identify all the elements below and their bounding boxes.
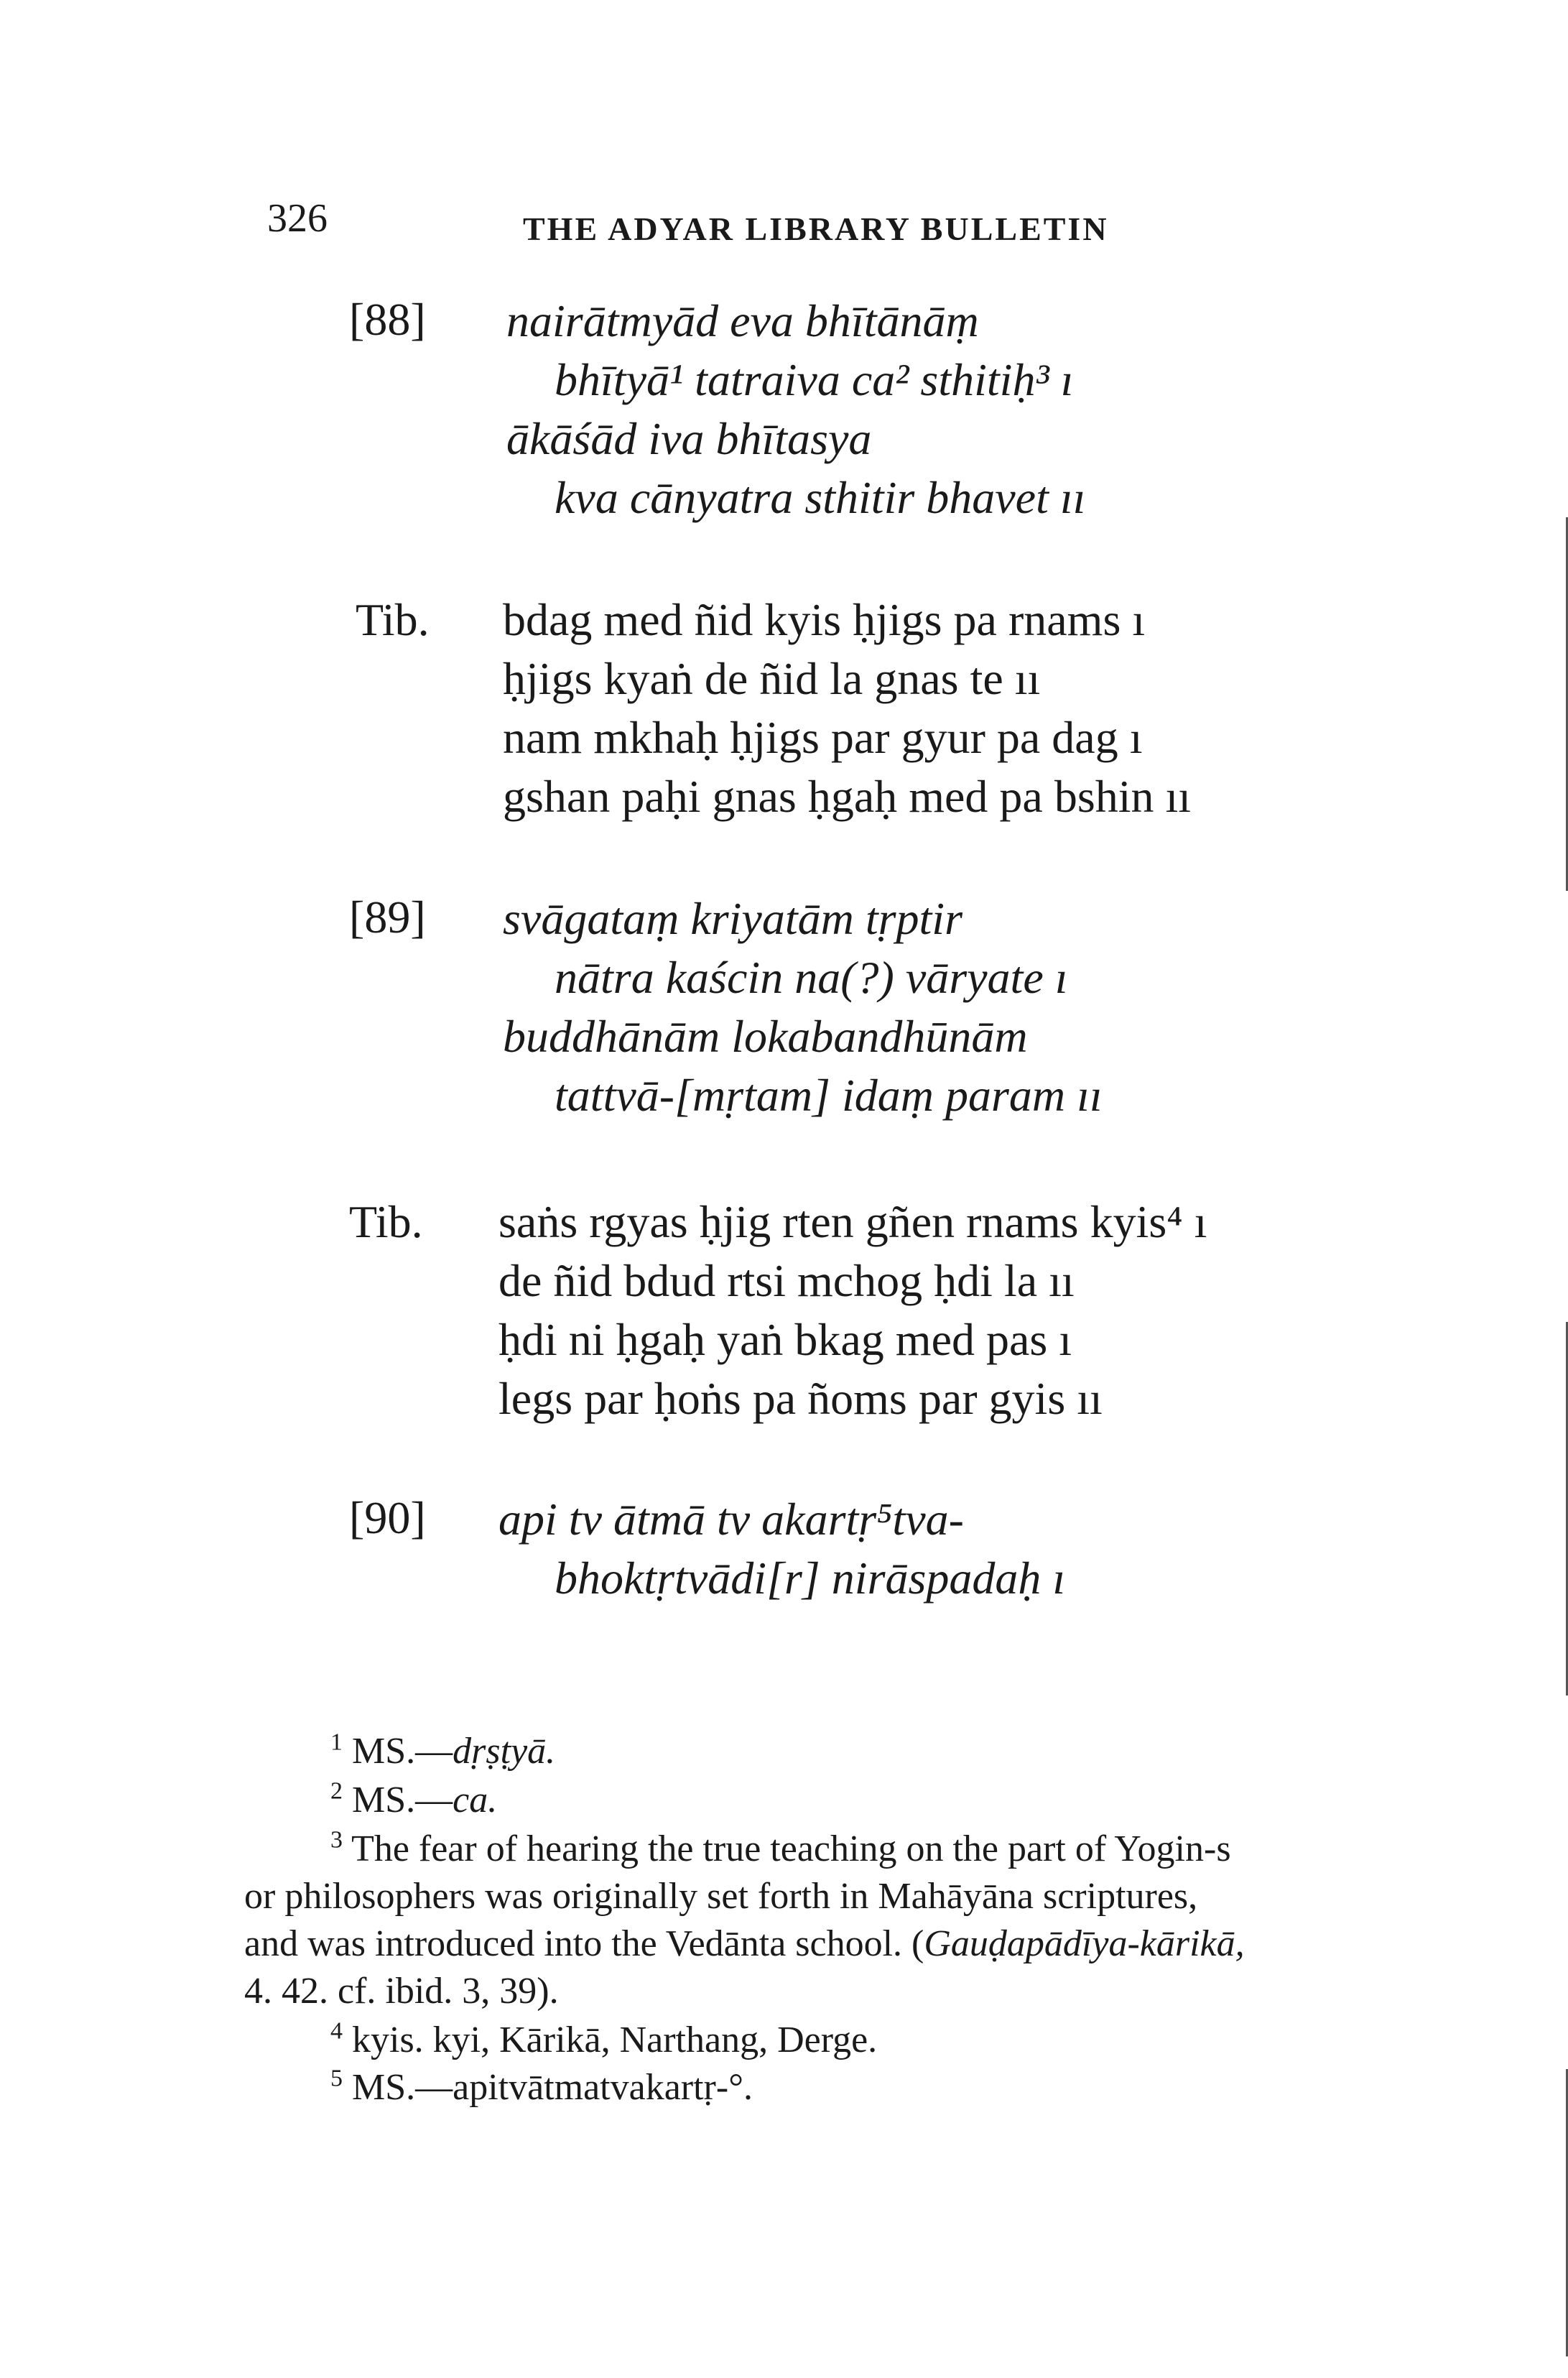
footnote-3-text-1: The fear of hearing the true teaching on the part of Yogin-s xyxy=(351,1828,1231,1869)
verse-label-90: [90] xyxy=(349,1492,426,1543)
tib-88-line-1: bdag med ñid kyis ḥjigs pa rnams ı xyxy=(503,594,1146,645)
footnote-2-ref: ca. xyxy=(453,1780,498,1820)
verse-90-line-1: api tv ātmā tv akartṛ⁵tva- xyxy=(498,1494,964,1545)
footnote-3-line-2: or philosophers was originally set forth in Mahāyāna scriptures, xyxy=(244,1876,1198,1917)
tib-label-88: Tib. xyxy=(356,594,430,645)
footnote-5 xyxy=(330,2066,753,2109)
footnote-1-mark: 1 xyxy=(330,1729,343,1756)
tib-89-line-2: de ñid bdud rtsi mchog ḥdi la ıı xyxy=(498,1255,1075,1306)
verse-89-line-4: tattvā-[mṛtam] idaṃ param ıı xyxy=(555,1070,1103,1121)
tib-89-line-1: saṅs rgyas ḥjig rten gñen rnams kyis⁴ ı xyxy=(498,1196,1207,1247)
footnote-4 xyxy=(330,2019,877,2061)
tib-label-89: Tib. xyxy=(349,1196,423,1247)
footnote-3-line-3 xyxy=(244,1923,1245,1965)
tib-89-line-3: ḥdi ni ḥgaḥ yaṅ bkag med pas ı xyxy=(498,1314,1072,1365)
footnote-3-citation: Gauḍapādīya-kārikā, xyxy=(924,1923,1245,1964)
verse-label-89: [89] xyxy=(349,892,426,943)
footnote-4-mark: 4 xyxy=(330,2017,343,2045)
verse-88-line-3: ākāśād iva bhītasya xyxy=(506,413,872,464)
verse-88-line-1: nairātmyād eva bhītānāṃ xyxy=(506,295,979,346)
verse-88-line-4: kva cānyatra sthitir bhavet ıı xyxy=(555,472,1086,523)
footnote-3-line-1 xyxy=(330,1828,1231,1870)
page-number: 326 xyxy=(267,196,328,241)
verse-88-line-2: bhītyā¹ tatraiva ca² sthitiḥ³ ı xyxy=(555,354,1074,405)
footnote-1 xyxy=(330,1730,555,1772)
verse-89-line-1: svāgataṃ kriyatām tṛptir xyxy=(503,893,962,944)
footnote-3-text-3: and was introduced into the Vedānta school. ( xyxy=(244,1923,924,1964)
footnote-5-text: MS.—apitvātmatvakartṛ-°. xyxy=(352,2067,753,2108)
footnote-3-line-4: 4. 42. cf. ibid. 3, 39). xyxy=(244,1971,559,2012)
verse-89-line-3: buddhānām lokabandhūnām xyxy=(503,1011,1028,1062)
footnote-2 xyxy=(330,1779,497,1821)
footnote-4-text: kyis. kyi, Kārikā, Narthang, Derge. xyxy=(352,2020,878,2060)
tib-88-line-2: ḥjigs kyaṅ de ñid la gnas te ıı xyxy=(503,653,1041,704)
tib-89-line-4: legs par ḥoṅs pa ñoms par gyis ıı xyxy=(498,1373,1103,1424)
verse-label-88: [88] xyxy=(349,294,426,345)
footnote-1-pre: MS.— xyxy=(352,1731,453,1772)
footnote-2-mark: 2 xyxy=(330,1777,343,1805)
footnote-2-pre: MS.— xyxy=(352,1780,453,1820)
tib-88-line-4: gshan paḥi gnas ḥgaḥ med pa bshin ıı xyxy=(503,771,1192,822)
footnote-3-mark: 3 xyxy=(330,1826,343,1854)
tib-88-line-3: nam mkhaḥ ḥjigs par gyur pa dag ı xyxy=(503,712,1143,763)
footnote-1-ref: dṛṣṭyā. xyxy=(453,1731,556,1772)
verse-90-line-2: bhoktṛtvādi[r] nirāspadaḥ ı xyxy=(555,1553,1066,1604)
running-head: THE ADYAR LIBRARY BULLETIN xyxy=(523,210,1109,247)
footnote-5-mark: 5 xyxy=(330,2065,343,2092)
verse-89-line-2: nātra kaścin na(?) vāryate ı xyxy=(555,952,1068,1003)
